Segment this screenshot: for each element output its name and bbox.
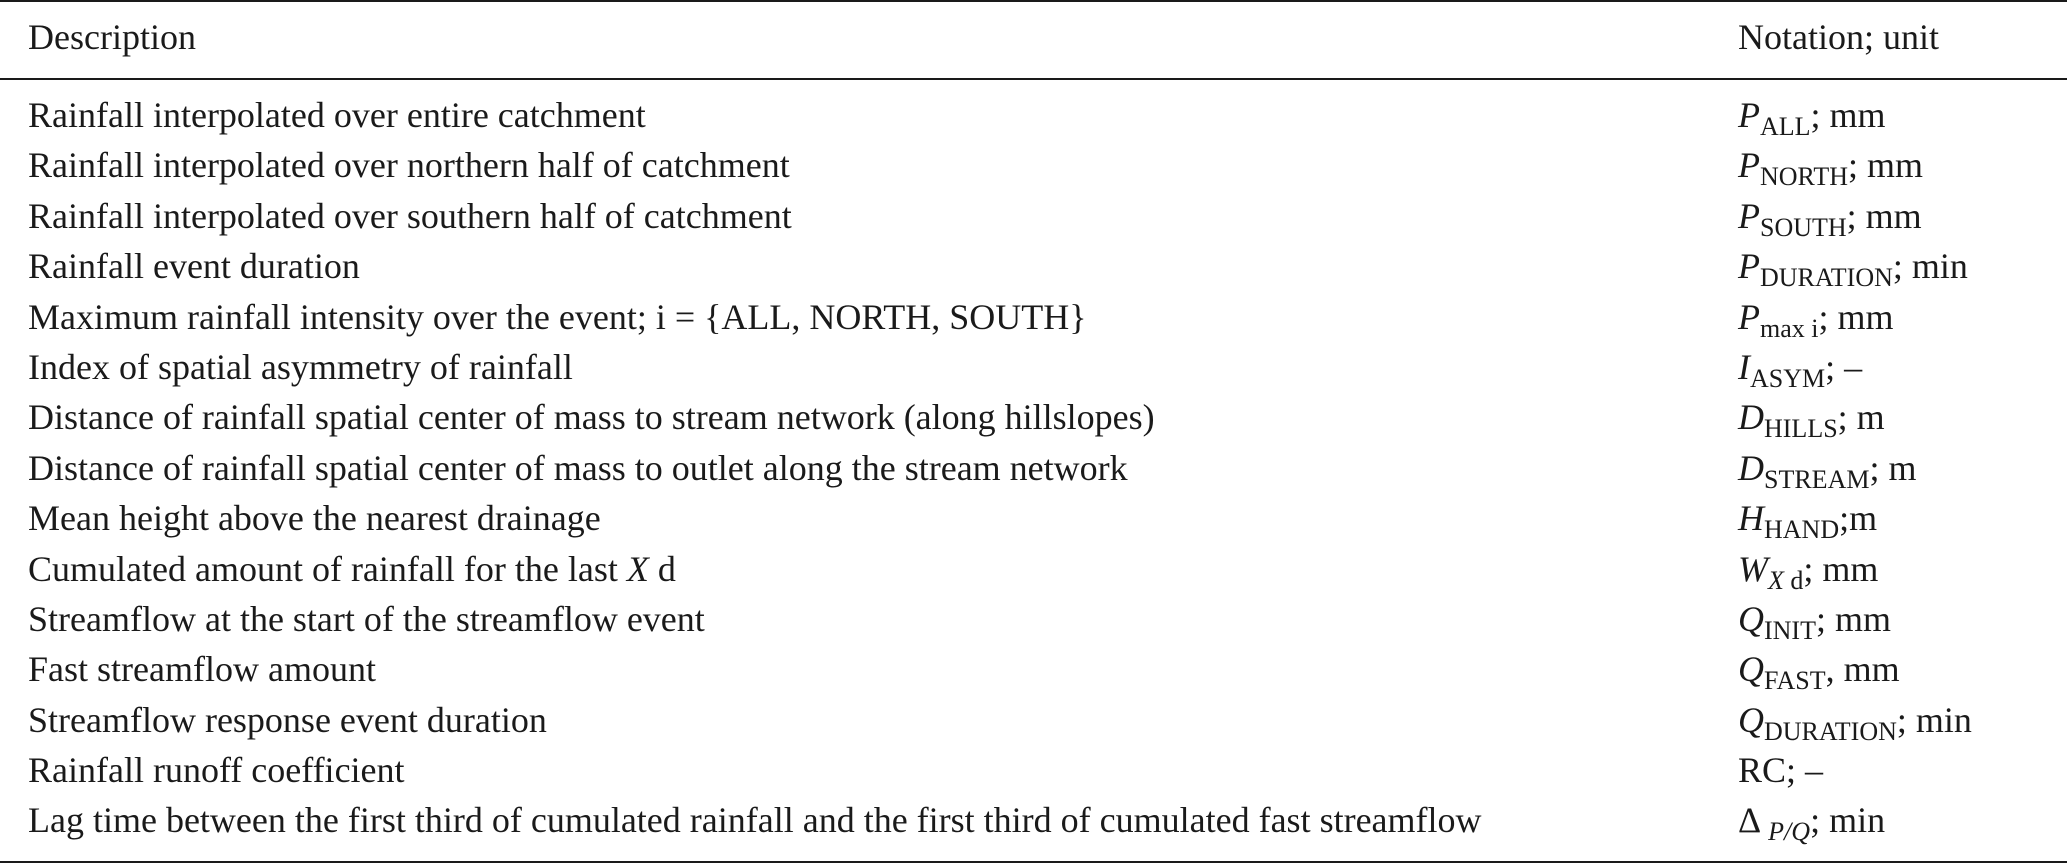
table-header-row — [0, 12, 2067, 62]
notation-symbol: P — [1738, 145, 1760, 186]
subscript-variable: P/Q — [1768, 817, 1811, 847]
row-description: Rainfall interpolated over southern half of catchment — [28, 195, 792, 236]
row-description: Rainfall interpolated over northern half of catchment — [28, 145, 790, 186]
row-description: Streamflow at the start of the streamflow event — [28, 598, 705, 639]
delta-symbol: Δ — [1738, 800, 1760, 841]
table-row — [0, 745, 2067, 795]
row-notation — [1738, 392, 1885, 446]
row-description: Distance of rainfall spatial center of mass to outlet along the stream network — [28, 447, 1128, 488]
row-notation — [1738, 191, 1922, 245]
table-row — [0, 443, 2067, 493]
header-notation: Notation; unit — [1738, 17, 1939, 57]
row-description: Maximum rainfall intensity over the event; i = {ALL, NORTH, SOUTH} — [28, 296, 1087, 337]
header-rule — [0, 78, 2067, 80]
row-notation — [1738, 241, 1968, 295]
table-row — [0, 644, 2067, 694]
row-description: Fast streamflow amount — [28, 649, 376, 690]
subscript-text: d — [1783, 565, 1804, 595]
notation-subscript — [1768, 566, 1803, 595]
table-row — [0, 90, 2067, 140]
row-notation — [1738, 695, 1972, 749]
notation-subscript: HAND — [1764, 515, 1840, 545]
notation-symbol: I — [1738, 346, 1750, 387]
notation-unit: ; mm — [1803, 548, 1879, 589]
table-row — [0, 342, 2067, 392]
table-row — [0, 493, 2067, 543]
notation-unit: ; mm — [1848, 145, 1924, 186]
table-body — [0, 90, 2067, 846]
row-notation — [1738, 644, 1900, 698]
notation-symbol: P — [1738, 246, 1760, 287]
notation-subscript: ASYM — [1750, 363, 1826, 393]
notation-unit: ; – — [1825, 346, 1863, 387]
description-text-end: d — [648, 548, 676, 589]
table-row — [0, 544, 2067, 594]
notation-subscript — [1768, 817, 1810, 846]
notation-subscript: DURATION — [1764, 716, 1897, 746]
notation-unit: ; mm — [1846, 195, 1922, 236]
notation-symbol: Q — [1738, 598, 1764, 639]
table-row — [0, 140, 2067, 190]
row-notation: RC; – — [1738, 750, 1824, 791]
table-row — [0, 392, 2067, 442]
notation-subscript: STREAM — [1764, 464, 1870, 494]
notation-symbol: P — [1738, 95, 1760, 135]
row-description: Mean height above the nearest drainage — [28, 498, 601, 539]
row-description: Lag time between the first third of cumulated rainfall and the first third of cumulated fast streamflow — [28, 800, 1482, 841]
row-description — [28, 544, 676, 594]
notation-subscript: FAST — [1764, 666, 1826, 696]
notation-unit: ; m — [1837, 397, 1885, 438]
notation-unit: , mm — [1825, 649, 1900, 690]
table-row — [0, 594, 2067, 644]
row-notation — [1738, 493, 1877, 547]
notation-subscript: DURATION — [1760, 263, 1893, 293]
notation-symbol: Q — [1738, 699, 1764, 740]
table-row — [0, 292, 2067, 342]
row-notation — [1738, 594, 1891, 648]
notation-symbol: P — [1738, 296, 1760, 337]
table-row — [0, 795, 2067, 845]
notation-symbol: D — [1738, 397, 1764, 438]
row-description: Index of spatial asymmetry of rainfall — [28, 346, 573, 387]
table-row — [0, 191, 2067, 241]
notation-unit: ; min — [1892, 246, 1968, 287]
notation-symbol: D — [1738, 447, 1764, 488]
notation-symbol: Q — [1738, 649, 1764, 690]
notation-unit: ; mm — [1810, 95, 1886, 135]
notation-subscript: ALL — [1760, 112, 1811, 141]
table-row — [0, 695, 2067, 745]
notation-subscript: SOUTH — [1760, 212, 1847, 242]
notation-symbol: W — [1738, 548, 1768, 589]
row-notation — [1738, 90, 1886, 144]
row-notation — [1738, 292, 1894, 346]
notation-subscript: NORTH — [1760, 162, 1848, 192]
row-notation — [1738, 795, 1885, 849]
subscript-variable: X — [1768, 565, 1784, 595]
row-description: Rainfall runoff coefficient — [28, 750, 405, 791]
row-description: Rainfall event duration — [28, 246, 360, 287]
description-variable: X — [626, 548, 649, 589]
notation-unit: ; min — [1810, 800, 1886, 841]
bottom-rule — [0, 861, 2067, 863]
notation-subscript: HILLS — [1764, 414, 1838, 444]
row-notation — [1738, 342, 1862, 396]
table-row — [0, 241, 2067, 291]
row-description: Streamflow response event duration — [28, 699, 547, 740]
row-description: Distance of rainfall spatial center of mass to stream network (along hillslopes) — [28, 397, 1155, 438]
row-notation — [1738, 140, 1923, 194]
header-description: Description — [28, 17, 196, 57]
notation-symbol: P — [1738, 195, 1760, 236]
row-notation — [1738, 443, 1916, 497]
top-rule — [0, 0, 2067, 2]
description-text: Cumulated amount of rainfall for the last — [28, 548, 627, 589]
notation-unit: ; min — [1896, 699, 1972, 740]
notation-subscript: max i — [1760, 313, 1819, 343]
notation-unit: ; m — [1869, 447, 1917, 488]
notation-unit: ;m — [1839, 498, 1878, 539]
notation-symbol: H — [1738, 498, 1764, 539]
notation-unit: ; mm — [1818, 296, 1894, 337]
notation-unit: ; mm — [1815, 598, 1891, 639]
row-notation — [1738, 544, 1878, 598]
notation-subscript: INIT — [1764, 615, 1816, 645]
row-description: Rainfall interpolated over entire catchment — [28, 95, 646, 135]
